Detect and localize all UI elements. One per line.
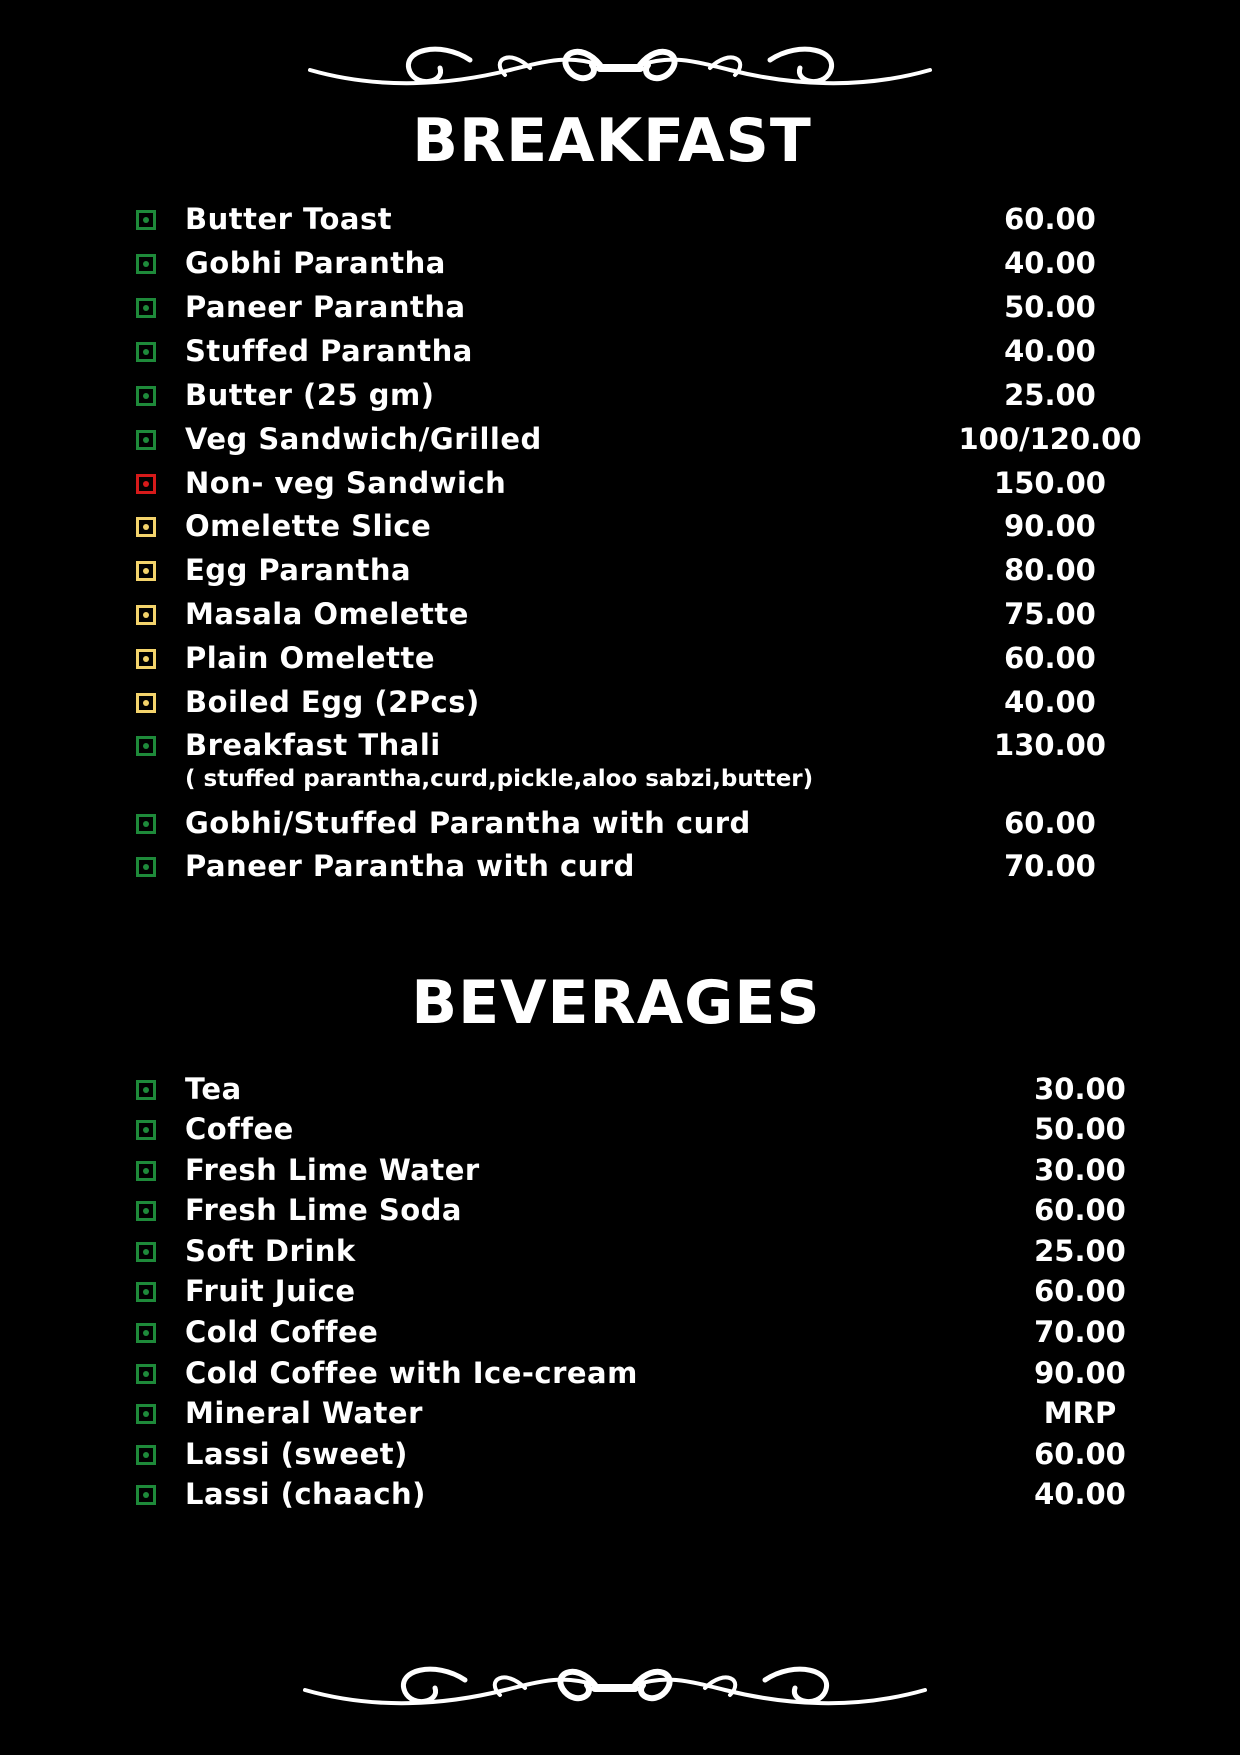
veg-indicator-icon bbox=[136, 1445, 156, 1465]
veg-indicator-icon bbox=[136, 1080, 156, 1100]
breakfast-thali-note: ( stuffed parantha,curd,pickle,aloo sabzi,butter) bbox=[185, 766, 814, 792]
menu-item-price: 60.00 bbox=[1034, 1437, 1126, 1471]
menu-item-price: 30.00 bbox=[1034, 1153, 1126, 1187]
menu-item-price: 60.00 bbox=[1004, 202, 1096, 236]
menu-item-name: Non- veg Sandwich bbox=[185, 466, 507, 500]
breakfast-item-row bbox=[0, 728, 1240, 768]
veg-indicator-icon bbox=[136, 386, 156, 406]
top-flourish-divider-icon bbox=[300, 30, 940, 100]
egg-indicator-icon bbox=[136, 605, 156, 625]
menu-item-name: Plain Omelette bbox=[185, 641, 435, 675]
menu-item-name: Cold Coffee with Ice-cream bbox=[185, 1356, 638, 1390]
menu-item-name: Masala Omelette bbox=[185, 597, 469, 631]
menu-item-price: 50.00 bbox=[1004, 290, 1096, 324]
breakfast-item-row bbox=[0, 466, 1240, 506]
egg-indicator-icon bbox=[136, 517, 156, 537]
beverages-item-row bbox=[0, 1153, 1240, 1193]
beverages-item-row bbox=[0, 1396, 1240, 1436]
menu-item-price: 40.00 bbox=[1004, 334, 1096, 368]
breakfast-item-row bbox=[0, 685, 1240, 725]
breakfast-item-row bbox=[0, 806, 1240, 846]
menu-item-name: Fresh Lime Soda bbox=[185, 1193, 462, 1227]
veg-indicator-icon bbox=[136, 1201, 156, 1221]
egg-indicator-icon bbox=[136, 693, 156, 713]
veg-indicator-icon bbox=[136, 342, 156, 362]
menu-item-name: Tea bbox=[185, 1072, 242, 1106]
menu-item-price: 90.00 bbox=[1004, 509, 1096, 543]
breakfast-item-row bbox=[0, 202, 1240, 242]
veg-indicator-icon bbox=[136, 1404, 156, 1424]
menu-item-price: 60.00 bbox=[1034, 1193, 1126, 1227]
menu-item-name: Coffee bbox=[185, 1112, 294, 1146]
menu-item-name: Boiled Egg (2Pcs) bbox=[185, 685, 480, 719]
menu-item-name: Paneer Parantha bbox=[185, 290, 466, 324]
breakfast-item-row bbox=[0, 553, 1240, 593]
menu-item-price: 60.00 bbox=[1004, 641, 1096, 675]
breakfast-heading: BREAKFAST bbox=[412, 106, 812, 176]
egg-indicator-icon bbox=[136, 649, 156, 669]
menu-item-price: 90.00 bbox=[1034, 1356, 1126, 1390]
menu-item-name: Fruit Juice bbox=[185, 1274, 356, 1308]
menu-item-name: Egg Parantha bbox=[185, 553, 412, 587]
breakfast-item-row bbox=[0, 246, 1240, 286]
menu-item-name: Lassi (sweet) bbox=[185, 1437, 408, 1471]
menu-item-name: Cold Coffee bbox=[185, 1315, 379, 1349]
breakfast-item-row bbox=[0, 597, 1240, 637]
breakfast-item-row bbox=[0, 422, 1240, 462]
breakfast-item-row bbox=[0, 849, 1240, 889]
veg-indicator-icon bbox=[136, 210, 156, 230]
breakfast-item-row bbox=[0, 378, 1240, 418]
menu-item-name: Mineral Water bbox=[185, 1396, 423, 1430]
veg-indicator-icon bbox=[136, 857, 156, 877]
veg-indicator-icon bbox=[136, 736, 156, 756]
breakfast-item-row bbox=[0, 641, 1240, 681]
menu-item-price: 60.00 bbox=[1004, 806, 1096, 840]
menu-item-name: Fresh Lime Water bbox=[185, 1153, 480, 1187]
veg-indicator-icon bbox=[136, 814, 156, 834]
veg-indicator-icon bbox=[136, 1323, 156, 1343]
menu-item-name: Veg Sandwich/Grilled bbox=[185, 422, 542, 456]
menu-item-name: Breakfast Thali bbox=[185, 728, 441, 762]
menu-item-price: 100/120.00 bbox=[958, 422, 1142, 456]
menu-item-price: 40.00 bbox=[1034, 1477, 1126, 1511]
menu-item-price: 40.00 bbox=[1004, 685, 1096, 719]
veg-indicator-icon bbox=[136, 1120, 156, 1140]
menu-item-name: Stuffed Parantha bbox=[185, 334, 473, 368]
menu-item-price: 70.00 bbox=[1004, 849, 1096, 883]
beverages-item-row bbox=[0, 1234, 1240, 1274]
menu-item-name: Butter (25 gm) bbox=[185, 378, 435, 412]
menu-item-price: 25.00 bbox=[1034, 1234, 1126, 1268]
beverages-item-row bbox=[0, 1274, 1240, 1314]
veg-indicator-icon bbox=[136, 254, 156, 274]
menu-item-name: Omelette Slice bbox=[185, 509, 432, 543]
nonveg-indicator-icon bbox=[136, 474, 156, 494]
menu-item-price: 60.00 bbox=[1034, 1274, 1126, 1308]
beverages-item-row bbox=[0, 1193, 1240, 1233]
menu-item-name: Paneer Parantha with curd bbox=[185, 849, 635, 883]
veg-indicator-icon bbox=[136, 1282, 156, 1302]
menu-item-name: Butter Toast bbox=[185, 202, 393, 236]
menu-item-price: MRP bbox=[1043, 1396, 1117, 1430]
menu-item-price: 25.00 bbox=[1004, 378, 1096, 412]
breakfast-item-row bbox=[0, 290, 1240, 330]
menu-item-price: 150.00 bbox=[994, 466, 1106, 500]
veg-indicator-icon bbox=[136, 1364, 156, 1384]
menu-item-price: 30.00 bbox=[1034, 1072, 1126, 1106]
menu-item-price: 50.00 bbox=[1034, 1112, 1126, 1146]
beverages-item-row bbox=[0, 1072, 1240, 1112]
beverages-item-row bbox=[0, 1112, 1240, 1152]
menu-item-price: 70.00 bbox=[1034, 1315, 1126, 1349]
bottom-flourish-divider-icon bbox=[295, 1650, 935, 1720]
menu-item-name: Gobhi Parantha bbox=[185, 246, 446, 280]
veg-indicator-icon bbox=[136, 1242, 156, 1262]
beverages-heading: BEVERAGES bbox=[411, 968, 821, 1038]
veg-indicator-icon bbox=[136, 430, 156, 450]
menu-item-price: 40.00 bbox=[1004, 246, 1096, 280]
menu-item-name: Soft Drink bbox=[185, 1234, 356, 1268]
veg-indicator-icon bbox=[136, 298, 156, 318]
breakfast-item-row bbox=[0, 509, 1240, 549]
breakfast-item-row bbox=[0, 334, 1240, 374]
beverages-item-row bbox=[0, 1437, 1240, 1477]
menu-item-price: 130.00 bbox=[994, 728, 1106, 762]
menu-item-name: Gobhi/Stuffed Parantha with curd bbox=[185, 806, 751, 840]
egg-indicator-icon bbox=[136, 561, 156, 581]
menu-item-name: Lassi (chaach) bbox=[185, 1477, 426, 1511]
beverages-item-row bbox=[0, 1315, 1240, 1355]
veg-indicator-icon bbox=[136, 1485, 156, 1505]
veg-indicator-icon bbox=[136, 1161, 156, 1181]
menu-item-price: 75.00 bbox=[1004, 597, 1096, 631]
menu-item-price: 80.00 bbox=[1004, 553, 1096, 587]
beverages-item-row bbox=[0, 1356, 1240, 1396]
beverages-item-row bbox=[0, 1477, 1240, 1517]
